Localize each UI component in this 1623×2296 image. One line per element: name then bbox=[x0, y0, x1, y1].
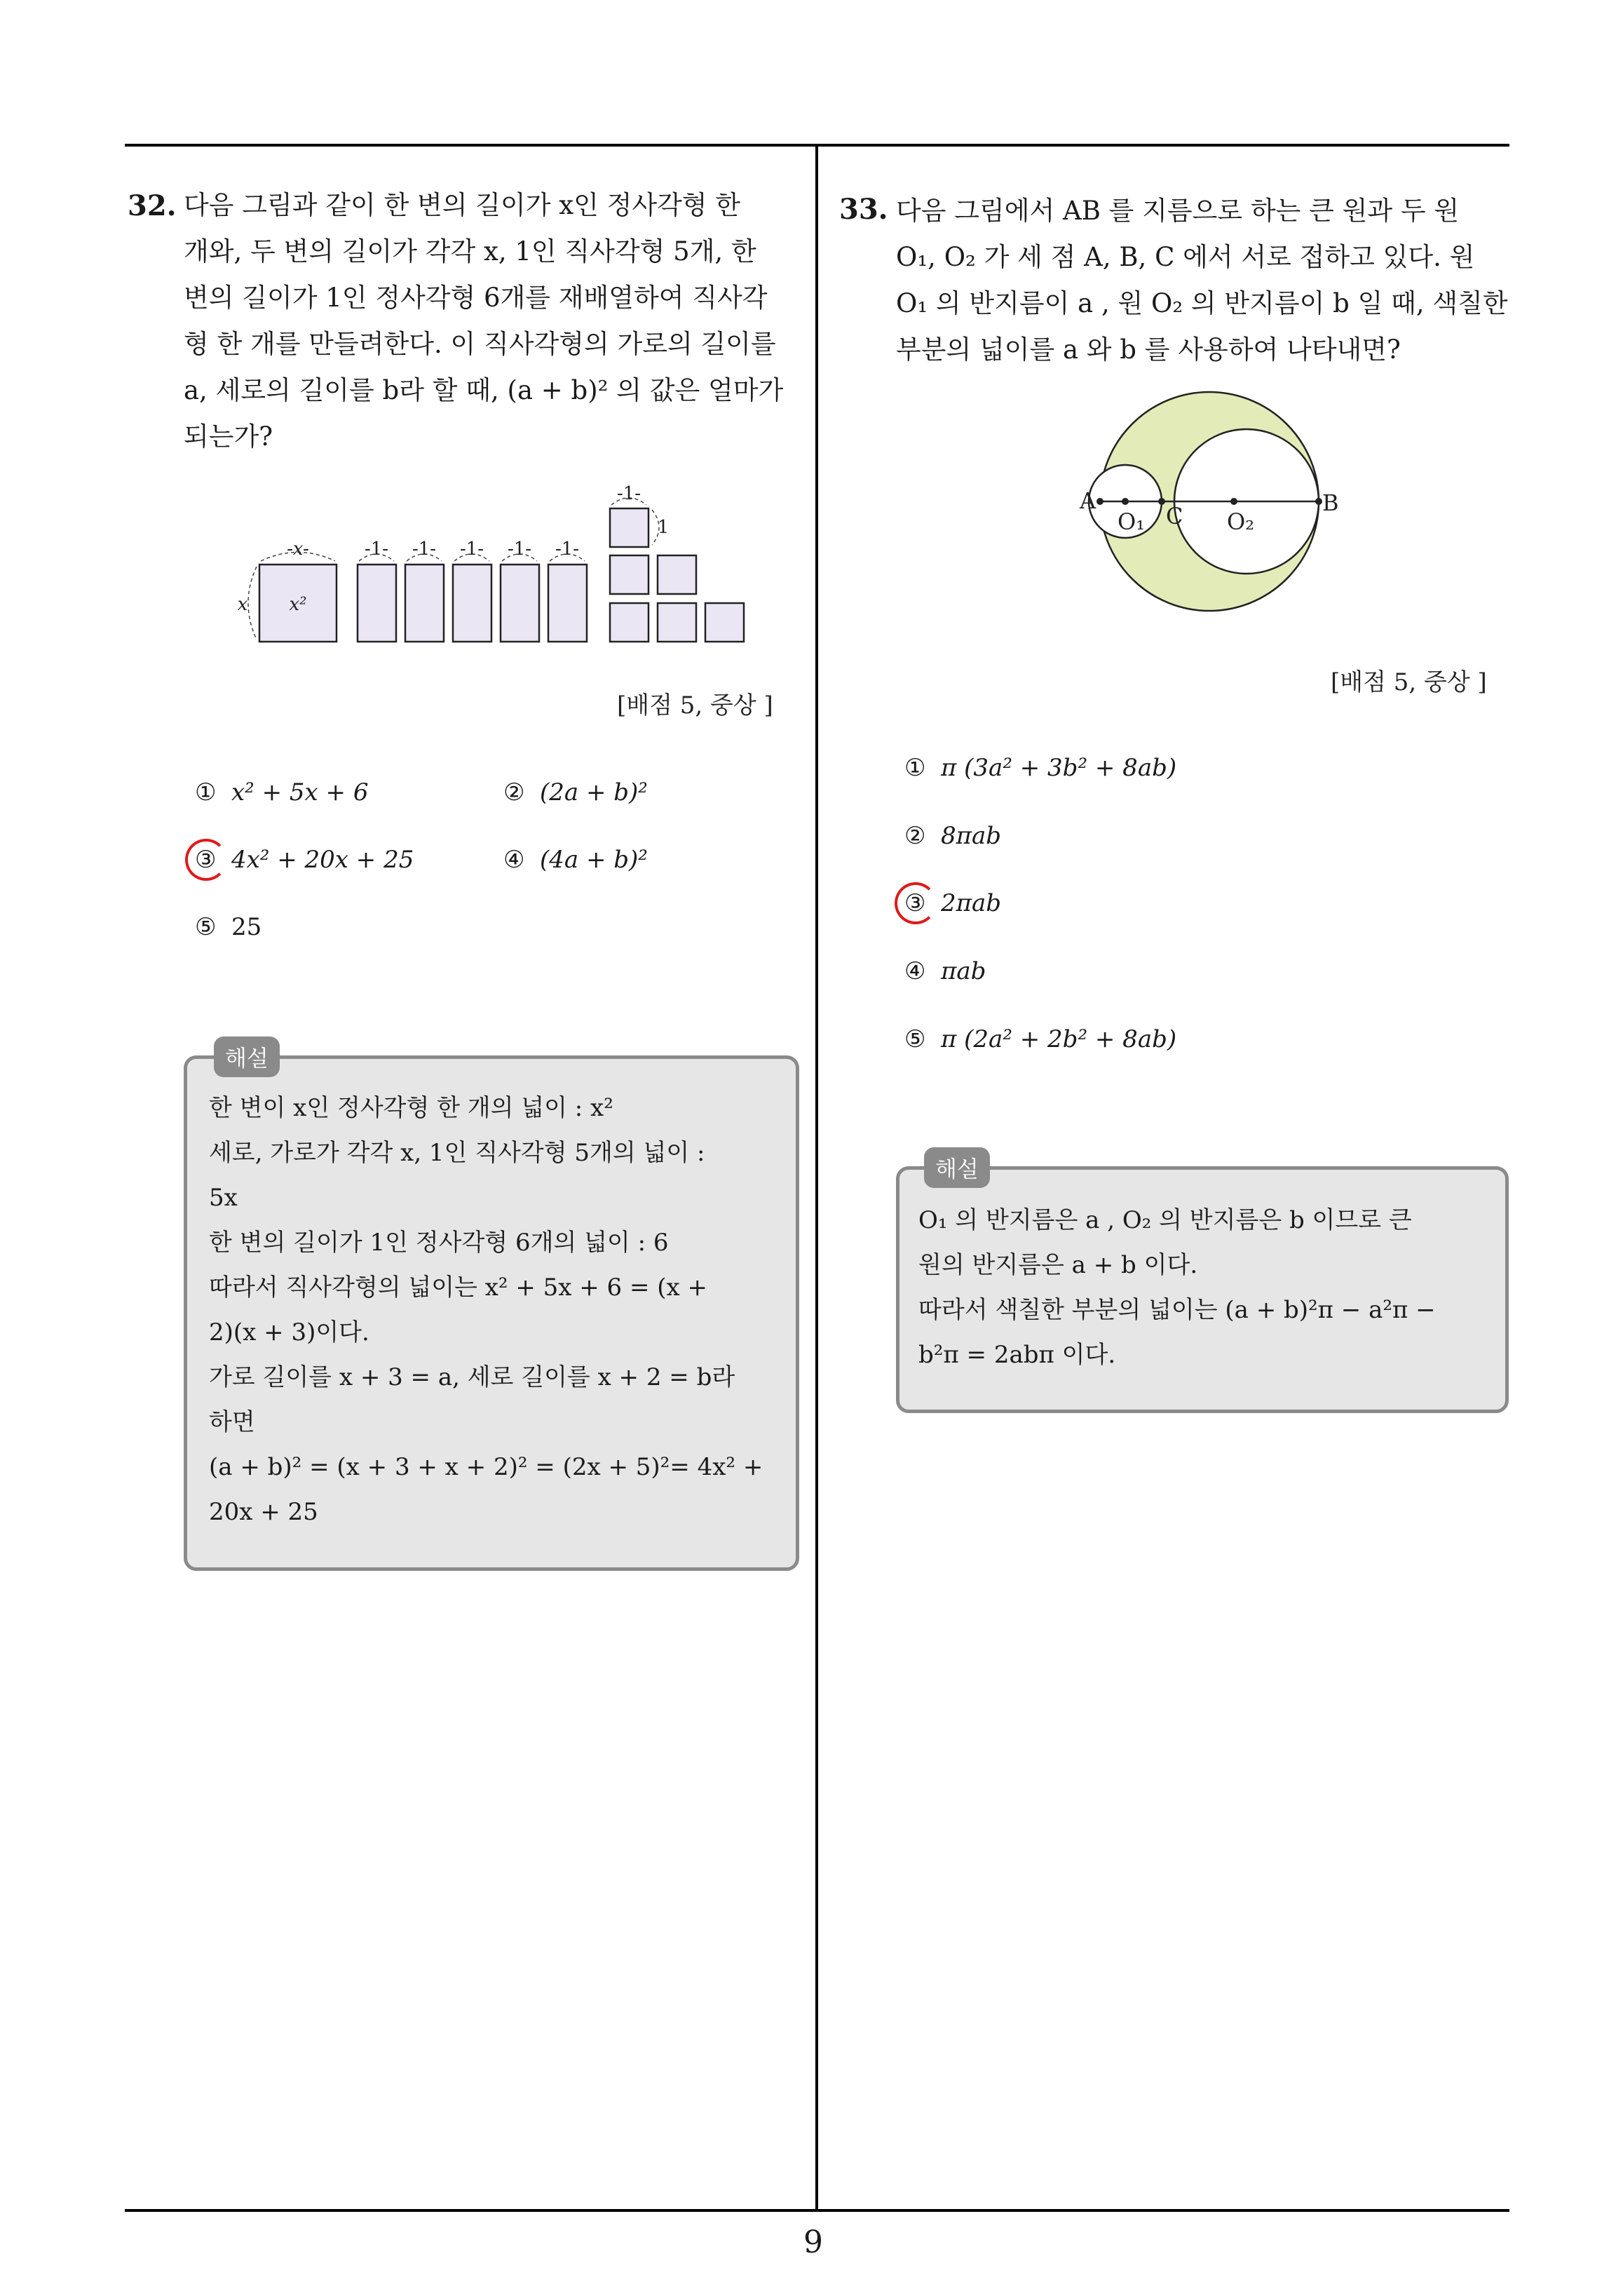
q32-line: a, 세로의 길이를 b라 할 때, (a + b)² 의 값은 얼마가 bbox=[184, 375, 784, 405]
q33-line: O₁, O₂ 가 세 점 A, B, C 에서 서로 접하고 있다. 원 bbox=[896, 242, 1475, 272]
point-c bbox=[1158, 498, 1165, 505]
q32-solution-tag: 해설 bbox=[214, 1036, 280, 1077]
q32-choice-3[interactable] bbox=[195, 846, 414, 874]
q32-choice-4[interactable] bbox=[503, 846, 648, 874]
label-b: B bbox=[1322, 489, 1339, 516]
choice-mark: ① bbox=[195, 778, 217, 806]
choice-mark: ① bbox=[904, 754, 926, 782]
choice-mark: ④ bbox=[503, 846, 525, 874]
q33-choice-4[interactable] bbox=[904, 957, 986, 985]
choice-mark: ③ bbox=[904, 889, 926, 917]
q33-text bbox=[896, 188, 1513, 373]
label-o1: O₁ bbox=[1118, 508, 1146, 535]
q33-line: O₁ 의 반지름이 a , 원 O₂ 의 반지름이 b 일 때, 색칠한 bbox=[896, 288, 1508, 318]
rect-x-by-1 bbox=[405, 565, 444, 642]
q32-figure bbox=[231, 477, 771, 659]
label-one: -1- bbox=[364, 539, 389, 560]
solution-line: 세로, 가로가 각각 x, 1인 직사각형 5개의 넓이 : bbox=[209, 1139, 705, 1167]
point-o2 bbox=[1230, 498, 1237, 505]
q33-line: 다음 그림에서 AB 를 지름으로 하는 큰 원과 두 원 bbox=[896, 196, 1460, 226]
q32-score: [배점 5, 중상 ] bbox=[617, 691, 773, 720]
choice-mark: ④ bbox=[904, 957, 926, 985]
choice-mark: ② bbox=[503, 778, 525, 806]
solution-line: 2)(x + 3)이다. bbox=[209, 1318, 369, 1346]
q32-answer-circle bbox=[185, 839, 227, 881]
label-one: -1- bbox=[616, 483, 641, 504]
choice-text: (4a + b)² bbox=[540, 846, 648, 874]
label-x2: x² bbox=[289, 594, 307, 615]
label-o2: O₂ bbox=[1227, 508, 1255, 535]
solution-line: O₁ 의 반지름은 a , O₂ 의 반지름은 b 이므로 큰 bbox=[918, 1206, 1412, 1234]
solution-line: 하면 bbox=[209, 1408, 255, 1436]
choice-mark: ⑤ bbox=[195, 913, 217, 941]
choice-mark: ③ bbox=[195, 846, 217, 874]
q32-choice-1[interactable] bbox=[195, 778, 368, 806]
choice-text: πab bbox=[941, 957, 986, 985]
solution-line: 5x bbox=[209, 1184, 238, 1212]
solution-line: (a + b)² = (x + 3 + x + 2)² = (2x + 5)²= 4x² + bbox=[209, 1453, 763, 1481]
label-one: -1- bbox=[555, 539, 580, 560]
q32-solution-text bbox=[209, 1086, 777, 1534]
label-one: -1- bbox=[412, 539, 437, 560]
solution-line: 따라서 직사각형의 넓이는 x² + 5x + 6 = (x + bbox=[209, 1274, 707, 1302]
solution-line: 따라서 색칠한 부분의 넓이는 (a + b)²π − a²π − bbox=[918, 1296, 1436, 1324]
label-c: C bbox=[1166, 503, 1183, 529]
choice-text: 25 bbox=[231, 913, 262, 941]
solution-line: 20x + 25 bbox=[209, 1498, 318, 1526]
q32-line: 다음 그림과 같이 한 변의 길이가 x인 정사각형 한 bbox=[184, 190, 741, 220]
q33-answer-circle bbox=[895, 882, 937, 924]
q33-choice-1[interactable] bbox=[904, 754, 1176, 782]
label-x-top: -x- bbox=[287, 539, 309, 560]
choice-text: 4x² + 20x + 25 bbox=[231, 846, 414, 874]
rect-x-by-1 bbox=[453, 565, 491, 642]
q33-solution-tag: 해설 bbox=[924, 1147, 990, 1188]
column-divider bbox=[815, 144, 818, 2211]
point-b bbox=[1315, 498, 1322, 505]
q32-number: 32. bbox=[128, 189, 177, 222]
choice-mark: ⑤ bbox=[904, 1025, 926, 1053]
solution-line: 가로 길이를 x + 3 = a, 세로 길이를 x + 2 = b라 bbox=[209, 1363, 735, 1391]
unit-square bbox=[658, 555, 696, 594]
q33-line: 부분의 넓이를 a 와 b 를 사용하여 나타내면? bbox=[896, 335, 1401, 365]
choice-text: π (3a² + 3b² + 8ab) bbox=[941, 754, 1177, 782]
q33-solution-text bbox=[918, 1198, 1490, 1377]
choice-text: 2πab bbox=[941, 889, 1002, 917]
unit-square bbox=[705, 603, 744, 642]
solution-line: 한 변이 x인 정사각형 한 개의 넓이 : x² bbox=[209, 1094, 613, 1122]
label-one: -1- bbox=[459, 539, 484, 560]
q33-score: [배점 5, 중상 ] bbox=[1331, 668, 1487, 696]
choice-mark: ② bbox=[904, 822, 926, 850]
q33-figure bbox=[1052, 386, 1360, 624]
page-number: 9 bbox=[803, 2224, 823, 2260]
q32-choice-2[interactable] bbox=[503, 778, 648, 806]
q33-choice-2[interactable] bbox=[904, 822, 1001, 850]
q32-choice-5[interactable] bbox=[195, 913, 262, 941]
point-o1 bbox=[1122, 498, 1129, 505]
unit-square bbox=[610, 555, 648, 594]
choice-text: (2a + b)² bbox=[540, 778, 648, 806]
label-one: -1- bbox=[507, 539, 532, 560]
label-one-side: 1 bbox=[657, 517, 670, 538]
label-x-side: x bbox=[237, 594, 248, 615]
solution-line: b²π = 2abπ 이다. bbox=[918, 1341, 1116, 1369]
solution-line: 한 변의 길이가 1인 정사각형 6개의 넓이 : 6 bbox=[209, 1229, 669, 1257]
rect-x-by-1 bbox=[358, 565, 396, 642]
choice-text: x² + 5x + 6 bbox=[231, 778, 369, 806]
unit-square bbox=[610, 603, 648, 642]
unit-square bbox=[658, 603, 696, 642]
choice-text: π (2a² + 2b² + 8ab) bbox=[941, 1025, 1177, 1053]
q32-text bbox=[184, 182, 801, 460]
q32-line: 되는가? bbox=[184, 421, 273, 452]
q32-line: 변의 길이가 1인 정사각형 6개를 재배열하여 직사각 bbox=[184, 283, 768, 313]
rect-x-by-1 bbox=[501, 565, 539, 642]
choice-text: 8πab bbox=[941, 822, 1002, 850]
q32-line: 형 한 개를 만들려한다. 이 직사각형의 가로의 길이를 bbox=[184, 329, 776, 359]
unit-square bbox=[610, 508, 648, 547]
solution-line: 원의 반지름은 a + b 이다. bbox=[918, 1251, 1198, 1279]
point-a bbox=[1096, 498, 1103, 505]
label-a: A bbox=[1080, 487, 1096, 514]
q32-line: 개와, 두 변의 길이가 각각 x, 1인 직사각형 5개, 한 bbox=[184, 236, 756, 266]
rect-x-by-1 bbox=[548, 565, 587, 642]
q33-choice-5[interactable] bbox=[904, 1025, 1176, 1053]
q33-number: 33. bbox=[839, 193, 888, 226]
